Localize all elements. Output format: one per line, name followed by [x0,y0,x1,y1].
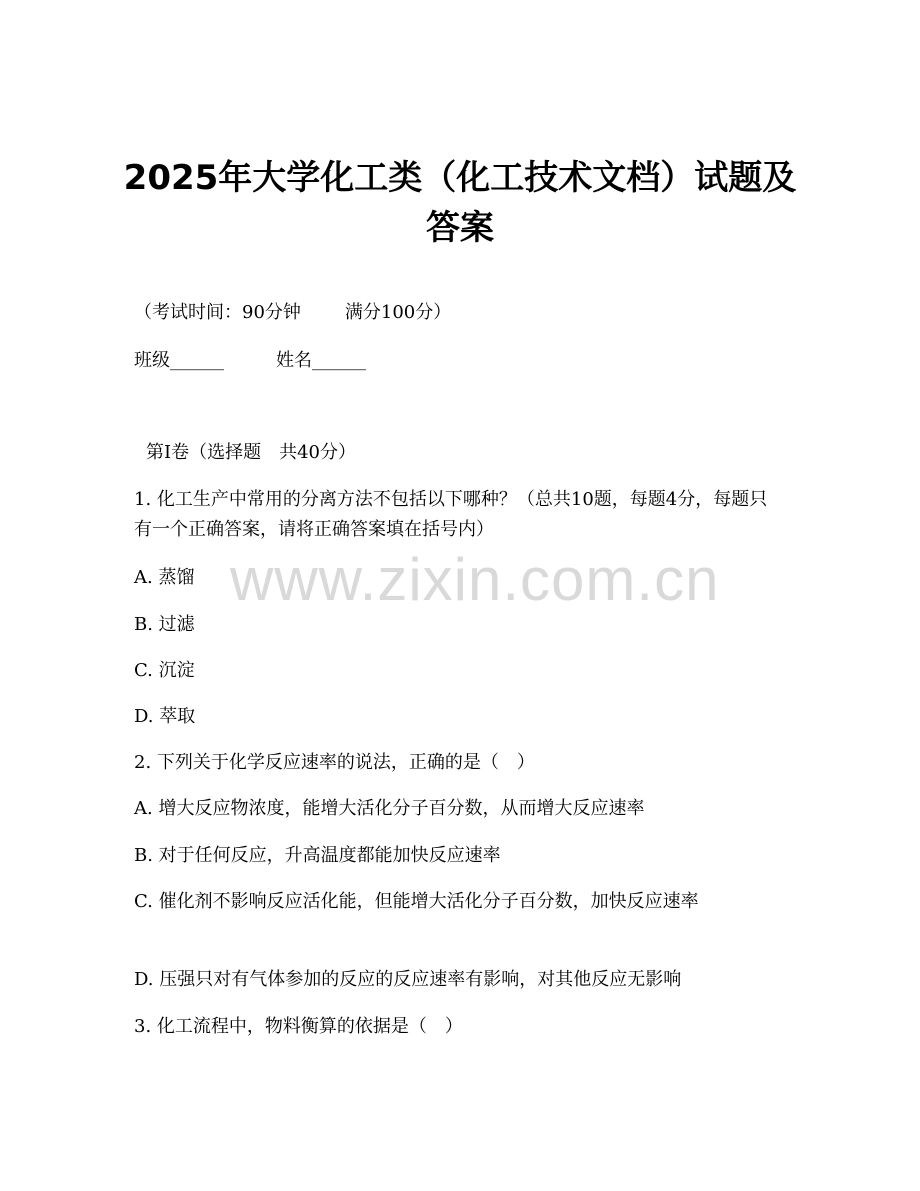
question-1-option-c: C. 沉淀 [134,660,195,681]
exam-time: （考试时间：90分钟 [134,302,301,323]
name-field: 姓名______ [276,350,366,371]
exam-full-score: 满分100分） [344,302,452,323]
student-info [134,346,366,376]
question-2-option-a: A. 增大反应物浓度，能增大活化分子百分数，从而增大反应速率 [134,798,645,819]
question-1-option-d: D. 萃取 [134,706,196,727]
watermark: www.zixin.com.cn [230,546,720,613]
question-3-stem: 3. 化工流程中，物料衡算的依据是（ ） [134,1016,463,1037]
question-1-option-a: A. 蒸馏 [134,567,195,588]
class-field: 班级______ [134,350,224,371]
section-heading: 第I卷（选择题 共40分） [146,442,357,463]
question-2-option-b: B. 对于任何反应，升高温度都能加快反应速率 [134,845,501,866]
question-1-option-b: B. 过滤 [134,614,195,635]
exam-info [134,298,451,328]
document-title-line-1: 2025年大学化工类（化工技术文档）试题及 [123,158,797,198]
question-2-stem: 2. 下列关于化学反应速率的说法，正确的是（ ） [134,752,535,773]
question-2-option-d: D. 压强只对有气体参加的反应的反应速率有影响，对其他反应无影响 [134,969,682,990]
document-title-line-2: 答案 [426,208,494,248]
question-1-stem: 1. 化工生产中常用的分离方法不包括以下哪种？（总共10题，每题4分，每题只有一个正确答案，请将正确答案填在括号内） [134,489,768,540]
question-2-option-c: C. 催化剂不影响反应活化能，但能增大活化分子百分数，加快反应速率 [134,891,699,912]
